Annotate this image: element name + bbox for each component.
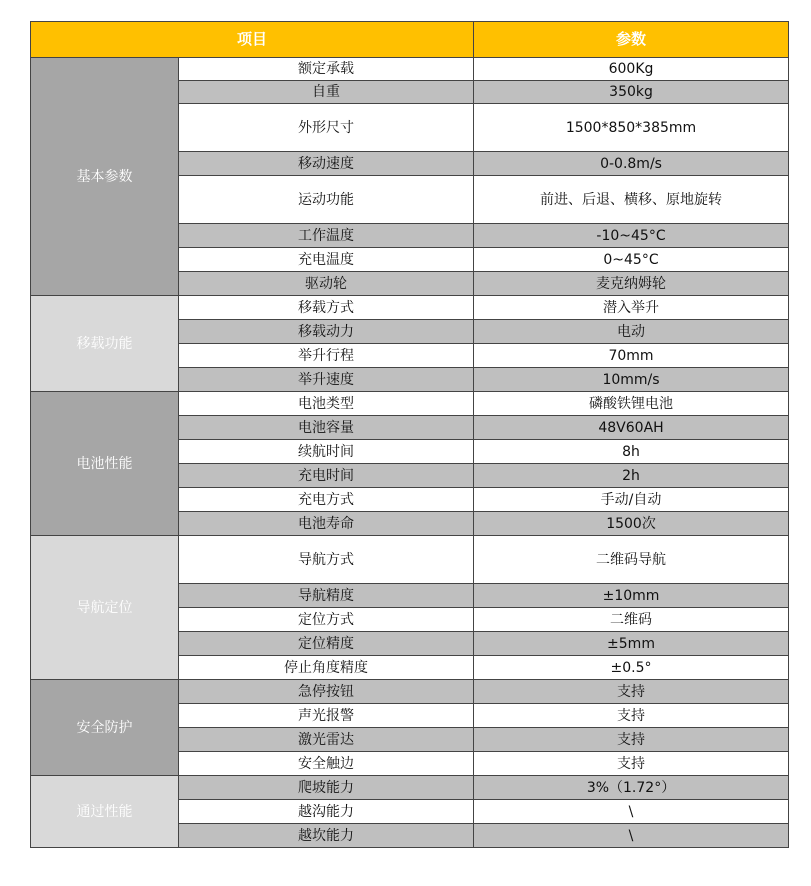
table-row xyxy=(31,776,789,800)
value-cell: 350kg xyxy=(474,81,789,104)
value-cell: 0-0.8m/s xyxy=(474,152,789,176)
value-cell: 0~45°C xyxy=(474,248,789,272)
category-cell: 基本参数 xyxy=(31,58,179,296)
value-cell: 48V60AH xyxy=(474,416,789,440)
item-cell: 举升速度 xyxy=(179,368,474,392)
value-cell: ±10mm xyxy=(474,584,789,608)
item-cell: 运动功能 xyxy=(179,176,474,224)
item-cell: 外形尺寸 xyxy=(179,104,474,152)
item-cell: 导航方式 xyxy=(179,536,474,584)
value-cell: 支持 xyxy=(474,680,789,704)
item-cell: 急停按钮 xyxy=(179,680,474,704)
value-cell: 70mm xyxy=(474,344,789,368)
value-cell: 3%（1.72°） xyxy=(474,776,789,800)
item-cell: 充电方式 xyxy=(179,488,474,512)
value-cell: 支持 xyxy=(474,704,789,728)
item-cell: 激光雷达 xyxy=(179,728,474,752)
item-cell: 工作温度 xyxy=(179,224,474,248)
category-cell: 通过性能 xyxy=(31,776,179,848)
value-cell: 8h xyxy=(474,440,789,464)
value-cell: 10mm/s xyxy=(474,368,789,392)
table-row xyxy=(31,680,789,704)
item-cell: 额定承载 xyxy=(179,58,474,81)
item-cell: 移载方式 xyxy=(179,296,474,320)
item-cell: 充电温度 xyxy=(179,248,474,272)
item-cell: 举升行程 xyxy=(179,344,474,368)
value-cell: 磷酸铁锂电池 xyxy=(474,392,789,416)
value-cell: 潜入举升 xyxy=(474,296,789,320)
table-row xyxy=(31,392,789,416)
item-cell: 移动速度 xyxy=(179,152,474,176)
value-cell: 前进、后退、横移、原地旋转 xyxy=(474,176,789,224)
item-cell: 爬坡能力 xyxy=(179,776,474,800)
value-cell: 600Kg xyxy=(474,58,789,81)
value-cell: 支持 xyxy=(474,752,789,776)
value-cell: ±5mm xyxy=(474,632,789,656)
item-cell: 安全触边 xyxy=(179,752,474,776)
value-cell: ±0.5° xyxy=(474,656,789,680)
value-cell: 支持 xyxy=(474,728,789,752)
header-row xyxy=(31,22,789,58)
item-cell: 导航精度 xyxy=(179,584,474,608)
item-cell: 续航时间 xyxy=(179,440,474,464)
item-cell: 定位精度 xyxy=(179,632,474,656)
item-cell: 移载动力 xyxy=(179,320,474,344)
item-cell: 声光报警 xyxy=(179,704,474,728)
spec-table xyxy=(30,21,789,848)
table-row xyxy=(31,536,789,584)
item-cell: 电池寿命 xyxy=(179,512,474,536)
category-cell: 安全防护 xyxy=(31,680,179,776)
item-cell: 越坎能力 xyxy=(179,824,474,848)
value-cell: 电动 xyxy=(474,320,789,344)
value-cell: 二维码导航 xyxy=(474,536,789,584)
item-cell: 电池容量 xyxy=(179,416,474,440)
value-cell: \ xyxy=(474,800,789,824)
value-cell: 1500次 xyxy=(474,512,789,536)
value-cell: 手动/自动 xyxy=(474,488,789,512)
header-value: 参数 xyxy=(474,22,789,58)
table-row xyxy=(31,296,789,320)
spec-body xyxy=(31,58,789,848)
value-cell: 二维码 xyxy=(474,608,789,632)
category-cell: 导航定位 xyxy=(31,536,179,680)
item-cell: 自重 xyxy=(179,81,474,104)
item-cell: 充电时间 xyxy=(179,464,474,488)
category-cell: 移载功能 xyxy=(31,296,179,392)
category-cell: 电池性能 xyxy=(31,392,179,536)
value-cell: \ xyxy=(474,824,789,848)
item-cell: 越沟能力 xyxy=(179,800,474,824)
table-row xyxy=(31,58,789,81)
value-cell: 2h xyxy=(474,464,789,488)
value-cell: 麦克纳姆轮 xyxy=(474,272,789,296)
header-item: 项目 xyxy=(31,22,474,58)
item-cell: 驱动轮 xyxy=(179,272,474,296)
value-cell: 1500*850*385mm xyxy=(474,104,789,152)
item-cell: 电池类型 xyxy=(179,392,474,416)
item-cell: 停止角度精度 xyxy=(179,656,474,680)
item-cell: 定位方式 xyxy=(179,608,474,632)
value-cell: -10~45°C xyxy=(474,224,789,248)
